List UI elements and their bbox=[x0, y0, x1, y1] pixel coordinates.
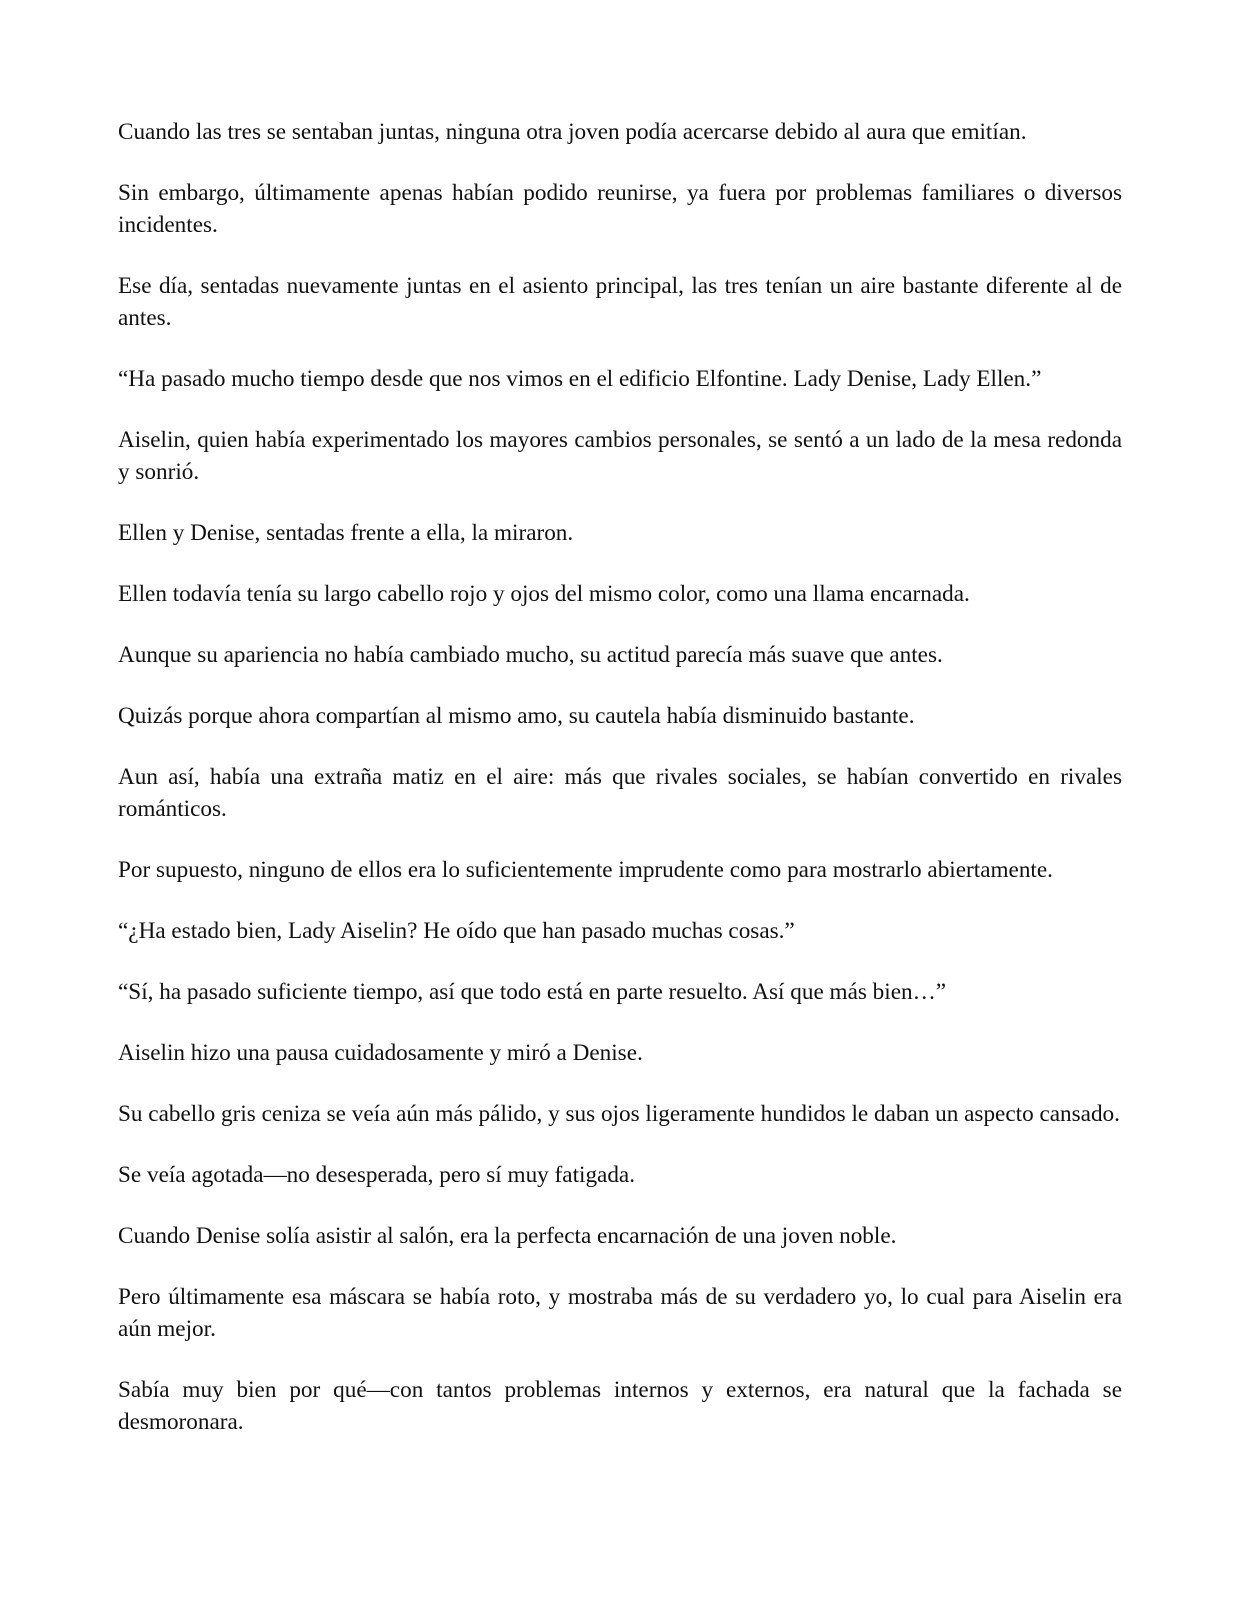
paragraph-10: Aun así, había una extraña matiz en el aire: más que rivales sociales, se habían convertido en rivales románticos. bbox=[118, 764, 1122, 822]
paragraph-7: Ellen todavía tenía su largo cabello rojo y ojos del mismo color, como una llama encarnada. bbox=[118, 581, 970, 607]
paragraph-16: Se veía agotada—no desesperada, pero sí muy fatigada. bbox=[118, 1162, 636, 1188]
paragraph-3: Ese día, sentadas nuevamente juntas en el asiento principal, las tres tenían un aire bastante diferente al de antes. bbox=[118, 273, 1122, 331]
paragraph-8: Aunque su apariencia no había cambiado mucho, su actitud parecía más suave que antes. bbox=[118, 642, 943, 668]
paragraph-5: Aiselin, quien había experimentado los mayores cambios personales, se sentó a un lado de la mesa redonda y sonrió. bbox=[118, 427, 1122, 485]
paragraph-4: “Ha pasado mucho tiempo desde que nos vimos en el edificio Elfontine. Lady Denise, Lady Ellen.” bbox=[118, 366, 1042, 392]
paragraph-2: Sin embargo, últimamente apenas habían podido reunirse, ya fuera por problemas familiares o diversos incidentes. bbox=[118, 180, 1122, 238]
paragraph-12: “¿Ha estado bien, Lady Aiselin? He oído que han pasado muchas cosas.” bbox=[118, 918, 795, 944]
document-page bbox=[118, 116, 1122, 1438]
paragraph-6: Ellen y Denise, sentadas frente a ella, la miraron. bbox=[118, 520, 574, 546]
paragraph-13: “Sí, ha pasado suficiente tiempo, así que todo está en parte resuelto. Así que más bien…” bbox=[118, 979, 947, 1005]
paragraph-9: Quizás porque ahora compartían al mismo amo, su cautela había disminuido bastante. bbox=[118, 703, 915, 729]
paragraph-19: Sabía muy bien por qué—con tantos problemas internos y externos, era natural que la fachada se desmoronara. bbox=[118, 1377, 1122, 1435]
paragraph-11: Por supuesto, ninguno de ellos era lo suficientemente imprudente como para mostrarlo abiertamente. bbox=[118, 857, 1053, 883]
paragraph-15: Su cabello gris ceniza se veía aún más pálido, y sus ojos ligeramente hundidos le daban un aspecto cansado. bbox=[118, 1101, 1120, 1127]
paragraph-1: Cuando las tres se sentaban juntas, ninguna otra joven podía acercarse debido al aura que emitían. bbox=[118, 119, 1027, 145]
paragraph-17: Cuando Denise solía asistir al salón, era la perfecta encarnación de una joven noble. bbox=[118, 1223, 897, 1249]
paragraph-14: Aiselin hizo una pausa cuidadosamente y miró a Denise. bbox=[118, 1040, 643, 1066]
paragraph-18: Pero últimamente esa máscara se había roto, y mostraba más de su verdadero yo, lo cual para Aiselin era aún mejor. bbox=[118, 1284, 1122, 1342]
